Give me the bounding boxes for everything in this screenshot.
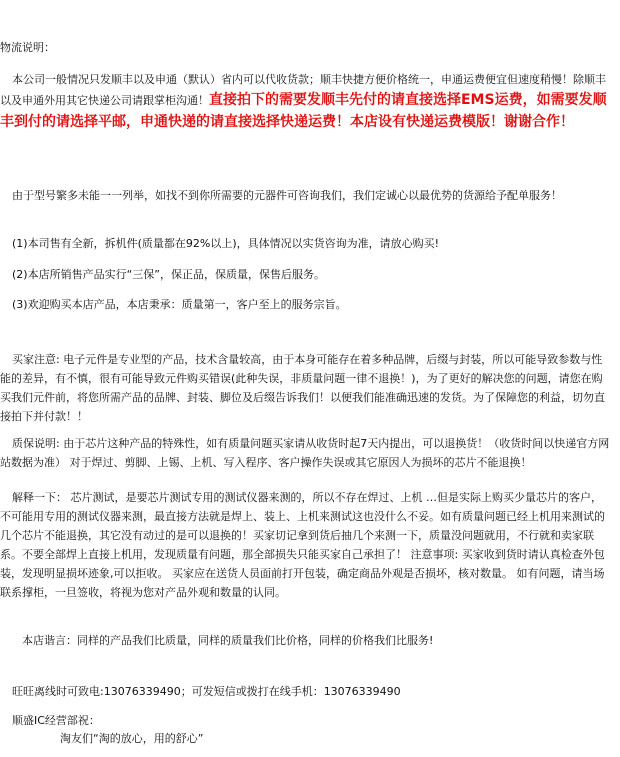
shop-motto: 本店谐言：同样的产品我们比质量，同样的质量我们比价格，同样的价格我们比服务! [22,634,434,647]
contact-line: 旺旺离线时可致电:13076339490；可发短信或拨打在线手机：13076339490 [12,685,401,698]
explain-note: 解释一下： 芯片测试，是要芯片测试专用的测试仪器来测的，所以不存在焊过、上机 …但是实际上购买少量芯片的客户，不可能用专用的测试仪器来测，最直接方法就是焊上、装上、上机来测试这也没什么不妥。如有质量问题已经上机用来测试的几个芯片不能退换，其它没有动过的是可以退换的！买家切记拿到货后抽几个来测一下，质量没问题就用，不行就和卖家联系。不要全部焊上直接上机用，发现质量有问题，那全部损失只能买家自己承担了！ 注意事项: 买家收到货时请认真检查外包装，发现明显损坏迹象,可以拒收。 买家应在送货人员面前打开包装，确定商品外观是否损坏，核对数量。 如有问题，请当场联系撑柜，一旦签收，将视为您对产品外观和数量的认同。 [0,491,605,599]
warranty-note: 质保说明: 由于芯片这种产品的特殊性，如有质量问题买家请从收货时起7天内提出，可以退换货！（收货时间以快递官方网站数据为准） 对于焊过、剪脚、上锡、上机、写入程序、客户操作失误或其它原因人为损坏的芯片不能退换！ [0,437,610,469]
logistics-highlight: 直接拍下的需要发顺丰先付的请直接选择EMS运费，如需要发顺丰到付的请选择平邮，申通快递的请直接选择快递运费！本店设有快递运费模版！谢谢合作！ [0,92,607,130]
logistics-title: 物流说明： [0,41,55,54]
logistics-paragraph [0,70,612,133]
point-2: (2)本店所销售产品实行“三保”，保正品，保质量，保售后服务。 [12,268,325,281]
model-note: 由于型号繁多未能一一列举，如找不到你所需要的元器件可咨询我们，我们定诚心以最优势的货源给予配单服务！ [12,189,562,202]
point-3: (3)欢迎购买本店产品，本店秉承：质量第一，客户至上的服务宗旨。 [12,298,347,311]
signature-title: 顺盛IC经营部祝： [12,714,100,727]
logistics-body: 本公司一般情况只发顺丰以及申通（默认）省内可以代收货款；顺丰快捷方便价格统一，申通运费便宜但速度稍慢！除顺丰以及申通外用其它快递公司请跟掌柜沟通！ [0,73,606,107]
signature-line: 淘友们“淘的放心，用的舒心” [60,732,204,745]
point-1: (1)本司售有全新，拆机件(质量都在92%以上)，具体情况以实货咨询为准，请放心购买! [12,237,440,250]
buyer-note: 买家注意: 电子元件是专业型的产品，技术含量较高，由于本身可能存在着多种品牌，后缀与封装，所以可能导致参数与性能的差异，有不慎，很有可能导致元件购买错误(此种失误，非质量问题一律不退换！)，为了更好的解决您的问题，请您在购买我们元件前，将您所需产品的品牌、封装、脚位及后缀告诉我们！以便我们能准确迅速的发货。为了保障您的利益，切勿直接拍下并付款！！ [0,353,605,423]
